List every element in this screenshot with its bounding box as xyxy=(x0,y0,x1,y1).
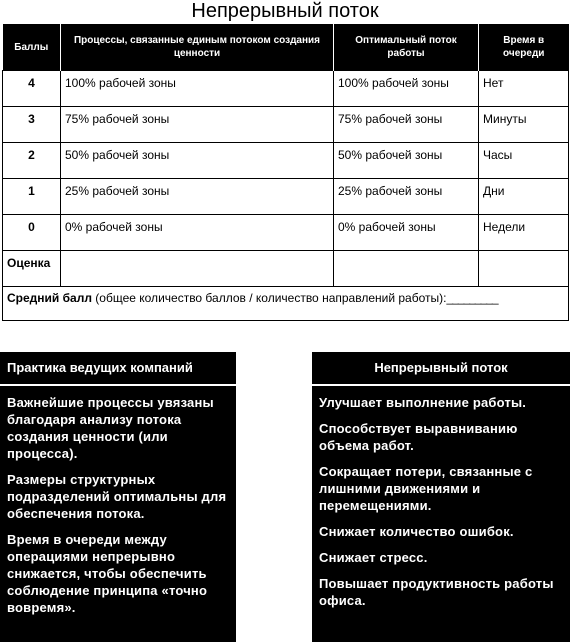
header-optimal-flow: Оптимальный поток работы xyxy=(334,24,479,71)
best-practices-box xyxy=(0,352,236,642)
row-queue: Часы xyxy=(479,143,569,179)
average-score-cell xyxy=(3,287,569,321)
row-score: 1 xyxy=(3,179,61,215)
rating-processes-cell[interactable] xyxy=(61,251,334,287)
average-row xyxy=(3,287,569,321)
average-formula: (общее количество баллов / количество направлений работы): xyxy=(91,291,447,305)
table-row xyxy=(3,215,569,251)
list-item: Сокращает потери, связанные с лишними движениями и перемещениями. xyxy=(319,464,533,513)
continuous-flow-box xyxy=(312,352,570,642)
best-practices-list xyxy=(0,386,236,616)
row-optimal: 75% рабочей зоны xyxy=(334,107,479,143)
average-blank[interactable]: _________ xyxy=(446,291,498,305)
row-queue: Минуты xyxy=(479,107,569,143)
row-optimal: 50% рабочей зоны xyxy=(334,143,479,179)
header-score: Баллы xyxy=(3,24,61,71)
table-header-row xyxy=(3,24,569,71)
row-score: 3 xyxy=(3,107,61,143)
scoring-table xyxy=(2,24,569,321)
table-row xyxy=(3,71,569,107)
row-queue: Недели xyxy=(479,215,569,251)
row-score: 2 xyxy=(3,143,61,179)
row-optimal: 100% рабочей зоны xyxy=(334,71,479,107)
row-processes: 25% рабочей зоны xyxy=(61,179,334,215)
row-optimal: 25% рабочей зоны xyxy=(334,179,479,215)
row-processes: 50% рабочей зоны xyxy=(61,143,334,179)
list-item: Повышает продуктивность работы офиса. xyxy=(319,576,554,608)
list-item: Размеры структурных подразделений оптимальны для обеспечения потока. xyxy=(7,472,227,521)
continuous-flow-title: Непрерывный поток xyxy=(312,352,570,386)
list-item: Способствует выравниванию объема работ. xyxy=(319,421,518,453)
row-processes: 0% рабочей зоны xyxy=(61,215,334,251)
table-row xyxy=(3,143,569,179)
row-optimal: 0% рабочей зоны xyxy=(334,215,479,251)
table-row xyxy=(3,179,569,215)
row-score: 4 xyxy=(3,71,61,107)
row-processes: 75% рабочей зоны xyxy=(61,107,334,143)
average-label: Средний балл xyxy=(7,291,92,305)
rating-row xyxy=(3,251,569,287)
table-row xyxy=(3,107,569,143)
list-item: Снижает стресс. xyxy=(319,550,428,565)
row-processes: 100% рабочей зоны xyxy=(61,71,334,107)
header-queue-time: Время в очереди xyxy=(479,24,569,71)
rating-optimal-cell[interactable] xyxy=(334,251,479,287)
row-score: 0 xyxy=(3,215,61,251)
list-item: Время в очереди между операциями непрерывно снижается, чтобы обеспечить соблюдение принципа «точно вовремя». xyxy=(7,532,208,615)
header-processes: Процессы, связанные единым потоком создания ценности xyxy=(61,24,334,71)
rating-queue-cell[interactable] xyxy=(479,251,569,287)
continuous-flow-list xyxy=(312,386,570,609)
row-queue: Дни xyxy=(479,179,569,215)
rating-label: Оценка xyxy=(3,251,61,287)
best-practices-title: Практика ведущих компаний xyxy=(0,352,236,386)
list-item: Снижает количество ошибок. xyxy=(319,524,514,539)
list-item: Улучшает выполнение работы. xyxy=(319,395,527,410)
row-queue: Нет xyxy=(479,71,569,107)
page-title: Непрерывный поток xyxy=(191,0,379,22)
list-item: Важнейшие процессы увязаны благодаря анализу потока создания ценности (или процесса). xyxy=(7,395,214,461)
